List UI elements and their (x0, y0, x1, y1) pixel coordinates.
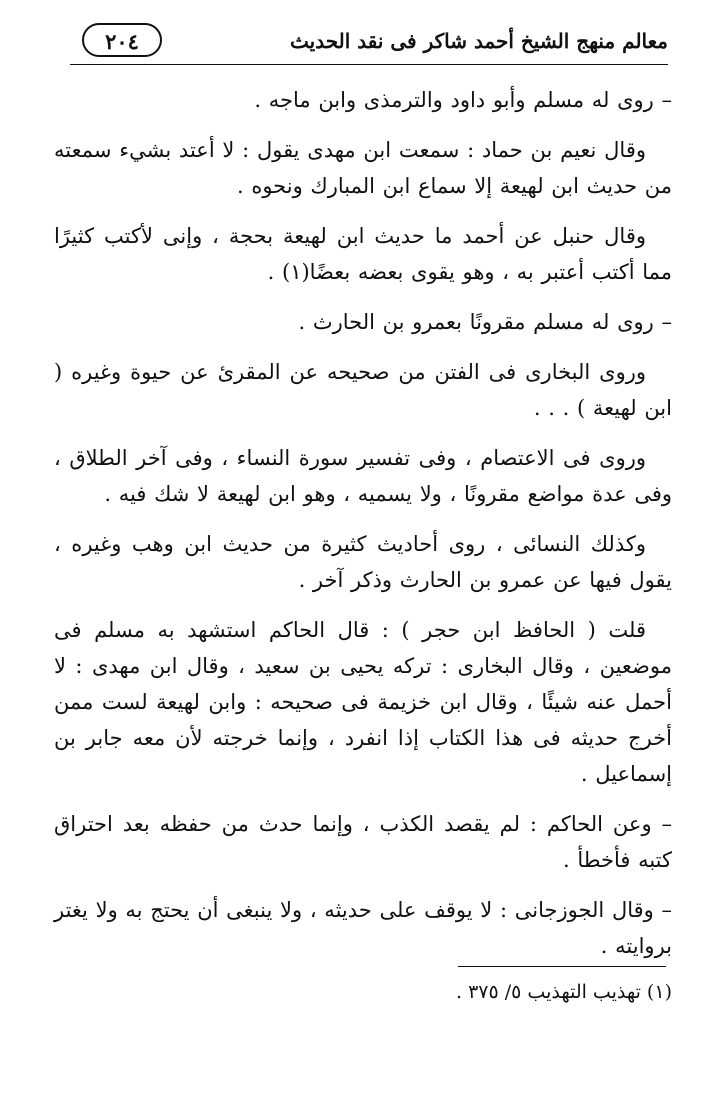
page-body (54, 82, 672, 978)
paragraph-10: – وقال الجوزجانى : لا يوقف على حديثه ، ولا ينبغى أن يحتج به ولا يغتر بروايته . (54, 898, 672, 958)
page-number: ٢٠٤ (82, 23, 162, 57)
paragraph-7: وكذلك النسائى ، روى أحاديث كثيرة من حديث ابن وهب وغيره ، يقول فيها عن عمرو بن الحارث وذكر آخر . (54, 532, 672, 592)
footnote: (١) تهذيب التهذيب ٥/ ٣٧٥ . (455, 981, 672, 1003)
header-divider (70, 64, 668, 65)
paragraph-1: – روى له مسلم وأبو داود والترمذى وابن ماجه . (254, 88, 672, 112)
page-header (64, 18, 670, 66)
paragraph-9: – وعن الحاكم : لم يقصد الكذب ، وإنما حدث من حفظه بعد احتراق كتبه فأخطأ . (54, 812, 672, 872)
paragraph-5: وروى البخارى فى الفتن من صحيحه عن المقرئ عن حيوة وغيره ( ابن لهيعة ) . . . (54, 360, 672, 420)
paragraph-2: وقال نعيم بن حماد : سمعت ابن مهدى يقول : لا أعتد بشيء سمعته من حديث ابن لهيعة إلا سماع ابن المبارك ونحوه . (54, 138, 672, 198)
running-title: معالم منهج الشيخ أحمد شاكر فى نقد الحديث (290, 29, 668, 53)
paragraph-6: وروى فى الاعتصام ، وفى تفسير سورة النساء ، وفى آخر الطلاق ، وفى عدة مواضع مقرونًا ، ولا يسميه ، وهو ابن لهيعة لا شك فيه . (54, 446, 672, 506)
paragraph-3: وقال حنبل عن أحمد ما حديث ابن لهيعة بحجة ، وإنى لأكتب كثيرًا مما أكتب أعتبر به ، وهو يقوى بعضه بعضًا(١) . (54, 224, 672, 284)
footnote-divider (458, 966, 666, 967)
paragraph-8: قلت ( الحافظ ابن حجر ) : قال الحاكم استشهد به مسلم فى موضعين ، وقال البخارى : تركه يحيى بن سعيد ، وقال ابن مهدى : لا أحمل عنه شيئًا ، وقال ابن خزيمة فى صحيحه : وابن لهيعة لست ممن أخرج حديثه فى هذا الكتاب إذا انفرد ، وإنما خرجته لأن معه جابر بن إسماعيل . (54, 618, 672, 786)
paragraph-4: – روى له مسلم مقرونًا بعمرو بن الحارث . (298, 310, 672, 334)
